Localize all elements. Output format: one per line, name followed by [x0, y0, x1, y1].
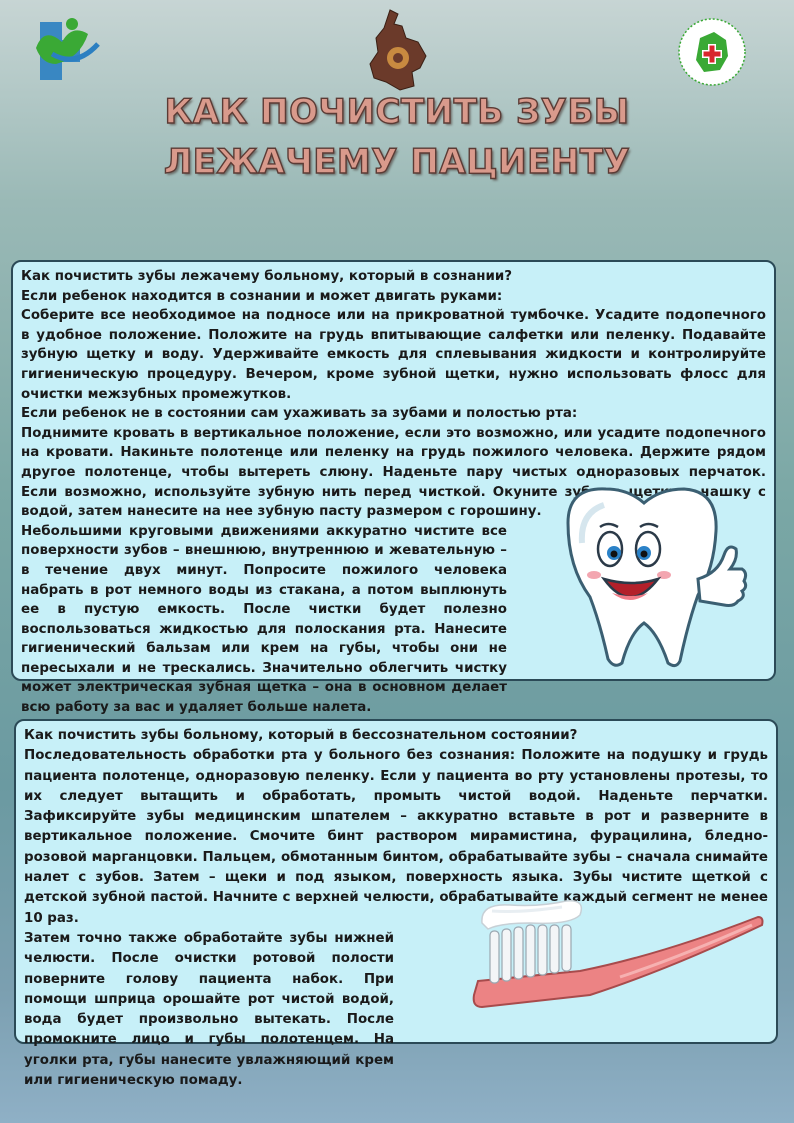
- section1-para2: Поднимите кровать в вертикальное положение, если это возможно, или усадите подопечного на кровати. Накиньте полотенце или пеленку на грудь пожилого человека. Держите рядом другое полотенце, чтобы вытереть слюну. Наденьте пару чистых одноразовых перчаток. Если возможно, используйте зубную нить перед чисткой. Окуните зубную щетку в чашку с водой, затем нанесите на нее зубную пасту размером с горошину.: [21, 425, 766, 520]
- section2-heading: Как почистить зубы больному, который в бессознательном состоянии?: [24, 728, 578, 743]
- section1-subheading2: Если ребенок не в состоянии сам ухаживать за зубами и полостью рта:: [21, 406, 578, 422]
- smiling-tooth-icon: [548, 483, 748, 673]
- toothbrush-icon: [470, 895, 765, 1045]
- health-ministry-logo-icon: [32, 14, 102, 82]
- section1-para3: Небольшими круговыми движениями аккуратно чистите все поверхности зубов – внешнюю, внутреннюю и жевательную – в течение двух минут. Попросите пожилого человека набрать в рот немного воды из стакана, а потом выплюнуть ее в пустую емкость. После чистки будет полезно воспользоваться жидкостью для полоскания рта. Нанесите гигиенический бальзам или крем на губы, чтобы они не пересыхали и не трескались. Значительно облегчить чистку может электрическая зубная щетка – она в основном делает всю работу за вас и удаляет больше налета.: [21, 523, 507, 716]
- page-title-line2: ЛЕЖАЧЕМУ ПАЦИЕНТУ: [163, 142, 631, 182]
- section1-subheading1: Если ребенок находится в сознании и может двигать руками:: [21, 288, 503, 304]
- medical-center-logo-icon: [676, 16, 748, 88]
- section1-heading: Как почистить зубы лежачему больному, который в сознании?: [21, 269, 513, 284]
- section1-para1: Соберите все необходимое на подносе или на прикроватной тумбочке. Усадите подопечного в удобное положение. Положите на грудь впитывающие салфетки или пеленку. Подавайте зубную щетку и воду. Удерживайте емкость для сплевывания жидкости и контролируйте гигиеническую процедуру. Вечером, кроме зубной щетки, нужно использовать флосс для очистки межзубных промежутков.: [21, 308, 766, 402]
- page-title-line1: КАК ПОЧИСТИТЬ ЗУБЫ: [164, 92, 630, 132]
- section2-para1: Последовательность обработки рта у больного без сознания: Положите на подушку и грудь пациента полотенце, одноразовую пеленку. Если у пациента во рту установлены протезы, то их следует вытащить и обработать, промыть чистой водой. Наденьте перчатки. Зафиксируйте зубы медицинским шпателем – аккуратно вставьте в рот и разверните в вертикальное положение. Смочите бинт раствором мирамистина, фурацилина, бледно-розовой марганцовки. Пальцем, обмотанным бинтом, обрабатывайте зубы – сначала снимайте налет с зубов. Затем – щеки и под языком, поверхность языка. Зубы чистите щеткой с детской зубной пастой. Начните с верхней челюсти, обрабатывайте каждый сегмент не менее 10 раз.: [24, 748, 768, 926]
- section2-para2: Затем точно также обработайте зубы нижней челюсти. После очистки ротовой полости поверните голову пациента набок. При помощи шприца орошайте рот чистой водой, вода будет произвольно вытекать. После промокните лицо и губы полотенцем. На уголки рта, губы нанесите увлажняющий крем или гигиеническую помаду.: [24, 930, 394, 1089]
- region-emblem-icon: [368, 8, 428, 92]
